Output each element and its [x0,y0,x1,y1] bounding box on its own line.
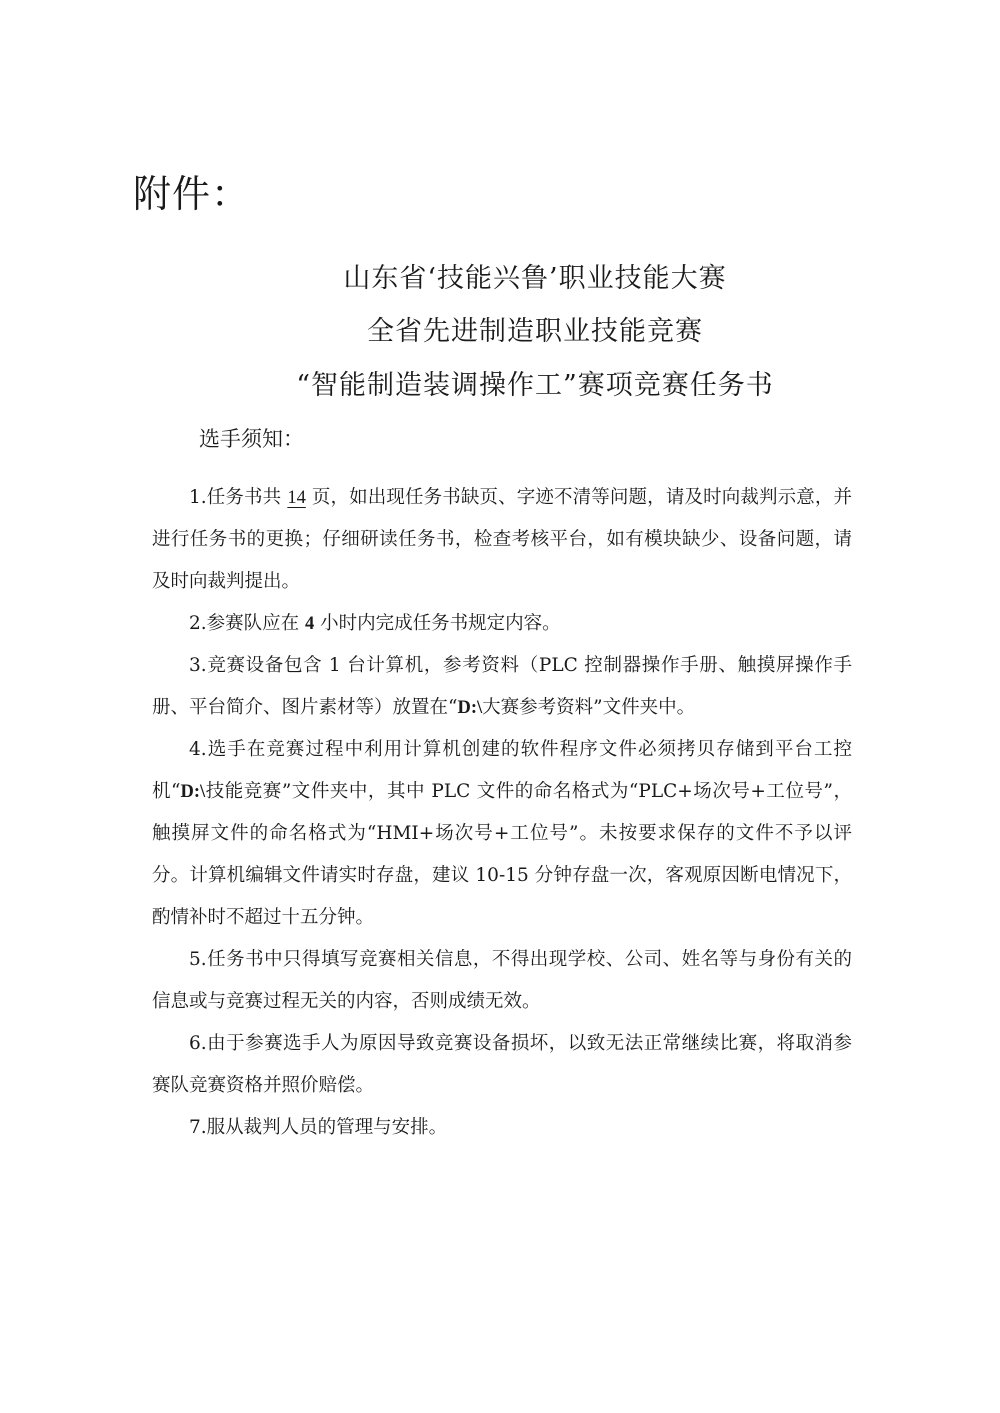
notice-item-7: 7.服从裁判人员的管理与安排。 [189,1117,448,1138]
title-line-1: 山东省‘技能兴鲁’职业技能大赛 [343,263,727,294]
notice-item-2-part-b: 小时内完成任务书规定内容。 [314,613,561,634]
title-line-3: “智能制造装调操作工”赛项竞赛任务书 [296,370,774,401]
reference-folder-drive: D:\ [457,698,483,718]
time-limit-hours: 4 [305,614,315,634]
save-folder-drive: D:\ [180,782,206,802]
title-line-2: 全省先进制造职业技能竞赛 [367,316,703,347]
notice-item-1-part-a: 1.任务书共 [189,487,288,508]
notice-item-4-part-b: 技能竞赛”文件夹中，其中 PLC 文件的命名格式为“PLC+场次号+工位号”，触摸屏文件的命名格式为“HMI+场次号+工位号”。未按要求保存的文件不予以评分。计算机编辑文件请实时存盘，建议 10-15 分钟存盘一次，客观原因断电情况下，酌情补时不超过十五分钟。 [152,781,852,928]
notice-item-3-part-b: 大赛参考资料”文件夹中。 [482,697,696,718]
notice-list [152,477,852,1149]
page-count: 14 [287,488,306,508]
notice-heading: 选手须知： [199,427,304,451]
notice-item-4 [152,729,852,939]
notice-item-1-part-b: 页，如出现任务书缺页、字迹不清等问题，请及时向裁判示意，并进行任务书的更换；仔细研读任务书，检查考核平台，如有模块缺少、设备问题，请及时向裁判提出。 [152,487,852,592]
notice-item-1 [152,477,852,603]
notice-item-3 [152,645,852,729]
notice-item-5: 5.任务书中只得填写竞赛相关信息，不得出现学校、公司、姓名等与身份有关的信息或与竞赛过程无关的内容，否则成绩无效。 [152,949,852,1012]
notice-item-4-part-a: 4.选手在竞赛过程中利用计算机创建的软件程序文件必须拷贝存储到平台工控机“ [152,739,852,802]
notice-item-3-part-a: 3.竞赛设备包含 1 台计算机，参考资料（PLC 控制器操作手册、触摸屏操作手册、平台简介、图片素材等）放置在“ [152,655,852,718]
notice-item-6: 6.由于参赛选手人为原因导致竞赛设备损坏，以致无法正常继续比赛，将取消参赛队竞赛资格并照价赔偿。 [152,1033,852,1096]
attachment-label: 附件： [133,172,251,216]
notice-item-2 [152,603,852,645]
notice-item-2-part-a: 2.参赛队应在 [189,613,306,634]
